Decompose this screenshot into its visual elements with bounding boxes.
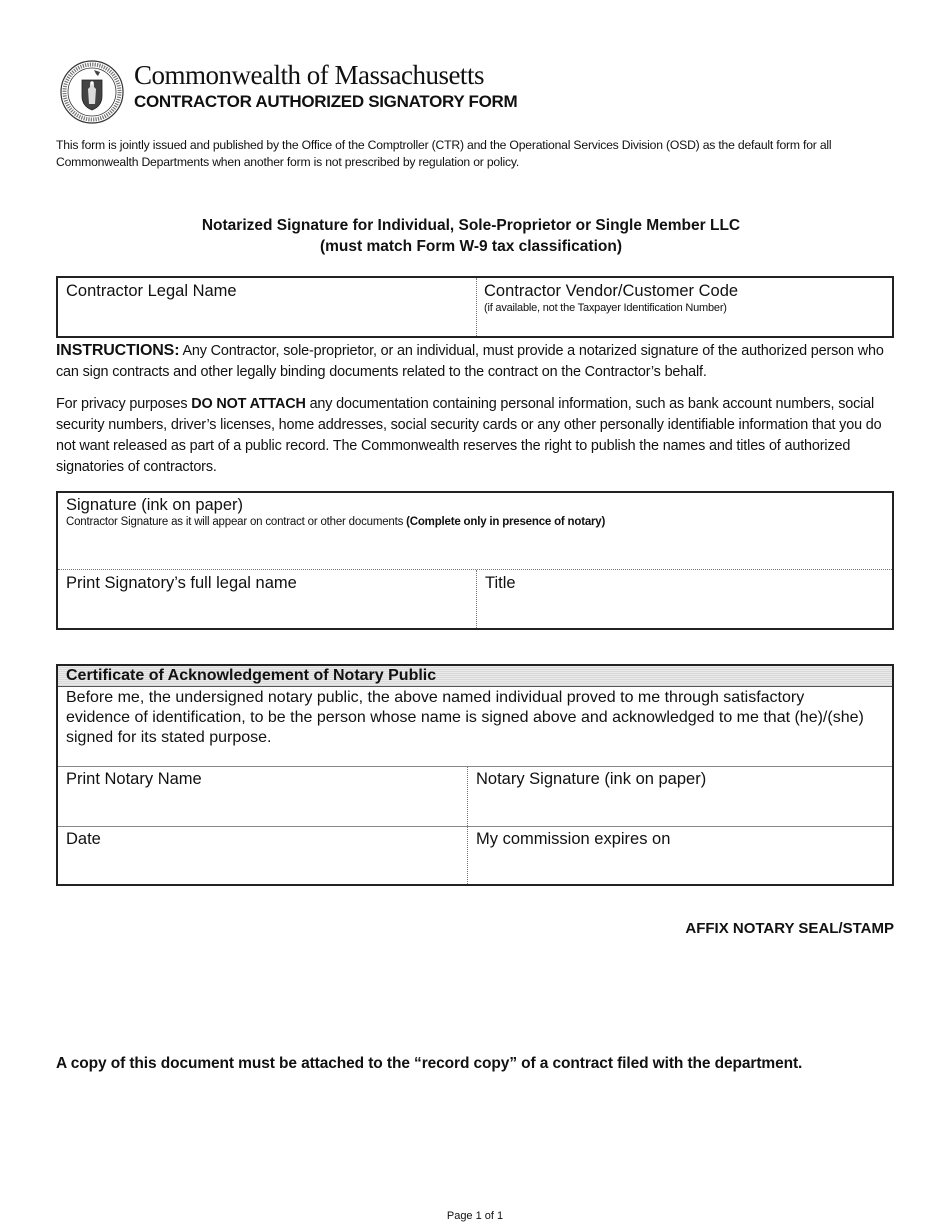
affix-seal-label: AFFIX NOTARY SEAL/STAMP bbox=[685, 920, 894, 937]
instructions-lead: INSTRUCTIONS: bbox=[56, 342, 180, 359]
vendor-code-note: (if available, not the Taxpayer Identification Number) bbox=[484, 302, 727, 314]
signature-note bbox=[66, 515, 605, 529]
contractor-legal-name-field[interactable] bbox=[58, 278, 476, 336]
contractor-legal-name-label: Contractor Legal Name bbox=[66, 282, 237, 300]
commission-expiry-label: My commission expires on bbox=[476, 830, 671, 848]
signature-note-bold: (Complete only in presence of notary) bbox=[406, 516, 606, 528]
section-title-line1: Notarized Signature for Individual, Sole-Proprietor or Single Member LLC bbox=[201, 217, 741, 234]
instructions-paragraph bbox=[56, 340, 898, 383]
notary-certificate-box bbox=[56, 664, 894, 886]
notary-statement: Before me, the undersigned notary public, the above named individual proved to me through satisfactory evidence of identification, to be the person whose name is signed above and acknowledged to me that (he)/(she) signed for its stated purpose. bbox=[66, 689, 864, 746]
page-number: Page 1 of 1 bbox=[446, 1210, 504, 1222]
privacy-pre: For privacy purposes bbox=[56, 396, 192, 412]
signature-note-text: Contractor Signature as it will appear on contract or other documents bbox=[66, 516, 407, 528]
vendor-code-field[interactable] bbox=[477, 278, 892, 336]
notary-signature-label: Notary Signature (ink on paper) bbox=[476, 770, 707, 788]
section-title-line2: (must match Form W-9 tax classification) bbox=[319, 238, 622, 255]
form-title: CONTRACTOR AUTHORIZED SIGNATORY FORM bbox=[134, 92, 518, 111]
signatory-name-label: Print Signatory’s full legal name bbox=[66, 574, 297, 592]
state-seal-icon bbox=[60, 60, 124, 124]
signature-label: Signature (ink on paper) bbox=[66, 496, 244, 514]
privacy-paragraph bbox=[56, 394, 898, 478]
record-copy-note: A copy of this document must be attached to the “record copy” of a contract filed with the department. bbox=[56, 1055, 803, 1072]
section-title bbox=[0, 215, 942, 257]
instructions-text: Any Contractor, sole-proprietor, or an individual, must provide a notarized signature of the authorized person who can sign contracts and other legally binding documents related to the contract on the Contractor’s behalf. bbox=[56, 343, 884, 380]
signatory-title-field[interactable] bbox=[477, 570, 892, 628]
notary-signature-field[interactable] bbox=[468, 767, 892, 826]
contractor-info-box bbox=[56, 276, 894, 338]
notary-date-field[interactable] bbox=[58, 827, 467, 884]
privacy-post: any documentation containing personal information, such as bank account numbers, social security numbers, driver’s licenses, home addresses, social security cards or any other personally identifiable information that you do not want released as part of a public record. The Commonwealth reserves the right to publish the names and titles of authorized signatories of contractors. bbox=[56, 396, 882, 475]
commission-expiry-field[interactable] bbox=[468, 827, 892, 884]
notary-date-label: Date bbox=[66, 830, 101, 848]
intro-text: This form is jointly issued and published by the Office of the Comptroller (CTR) and the Operational Services Division (OSD) as the default form for all Commonwealth Departments when another form is not prescribed by regulation or policy. bbox=[56, 138, 832, 169]
notary-name-field[interactable] bbox=[58, 767, 467, 826]
signature-field[interactable] bbox=[58, 493, 892, 569]
org-name: Commonwealth of Massachusetts bbox=[134, 60, 484, 90]
notary-name-label: Print Notary Name bbox=[66, 770, 202, 788]
signatory-name-field[interactable] bbox=[58, 570, 476, 628]
notary-certificate-header: Certificate of Acknowledgement of Notary Public bbox=[58, 666, 892, 687]
privacy-bold: DO NOT ATTACH bbox=[191, 396, 306, 412]
signature-box bbox=[56, 491, 894, 630]
signatory-title-label: Title bbox=[485, 574, 516, 592]
vendor-code-label: Contractor Vendor/Customer Code bbox=[484, 282, 739, 300]
